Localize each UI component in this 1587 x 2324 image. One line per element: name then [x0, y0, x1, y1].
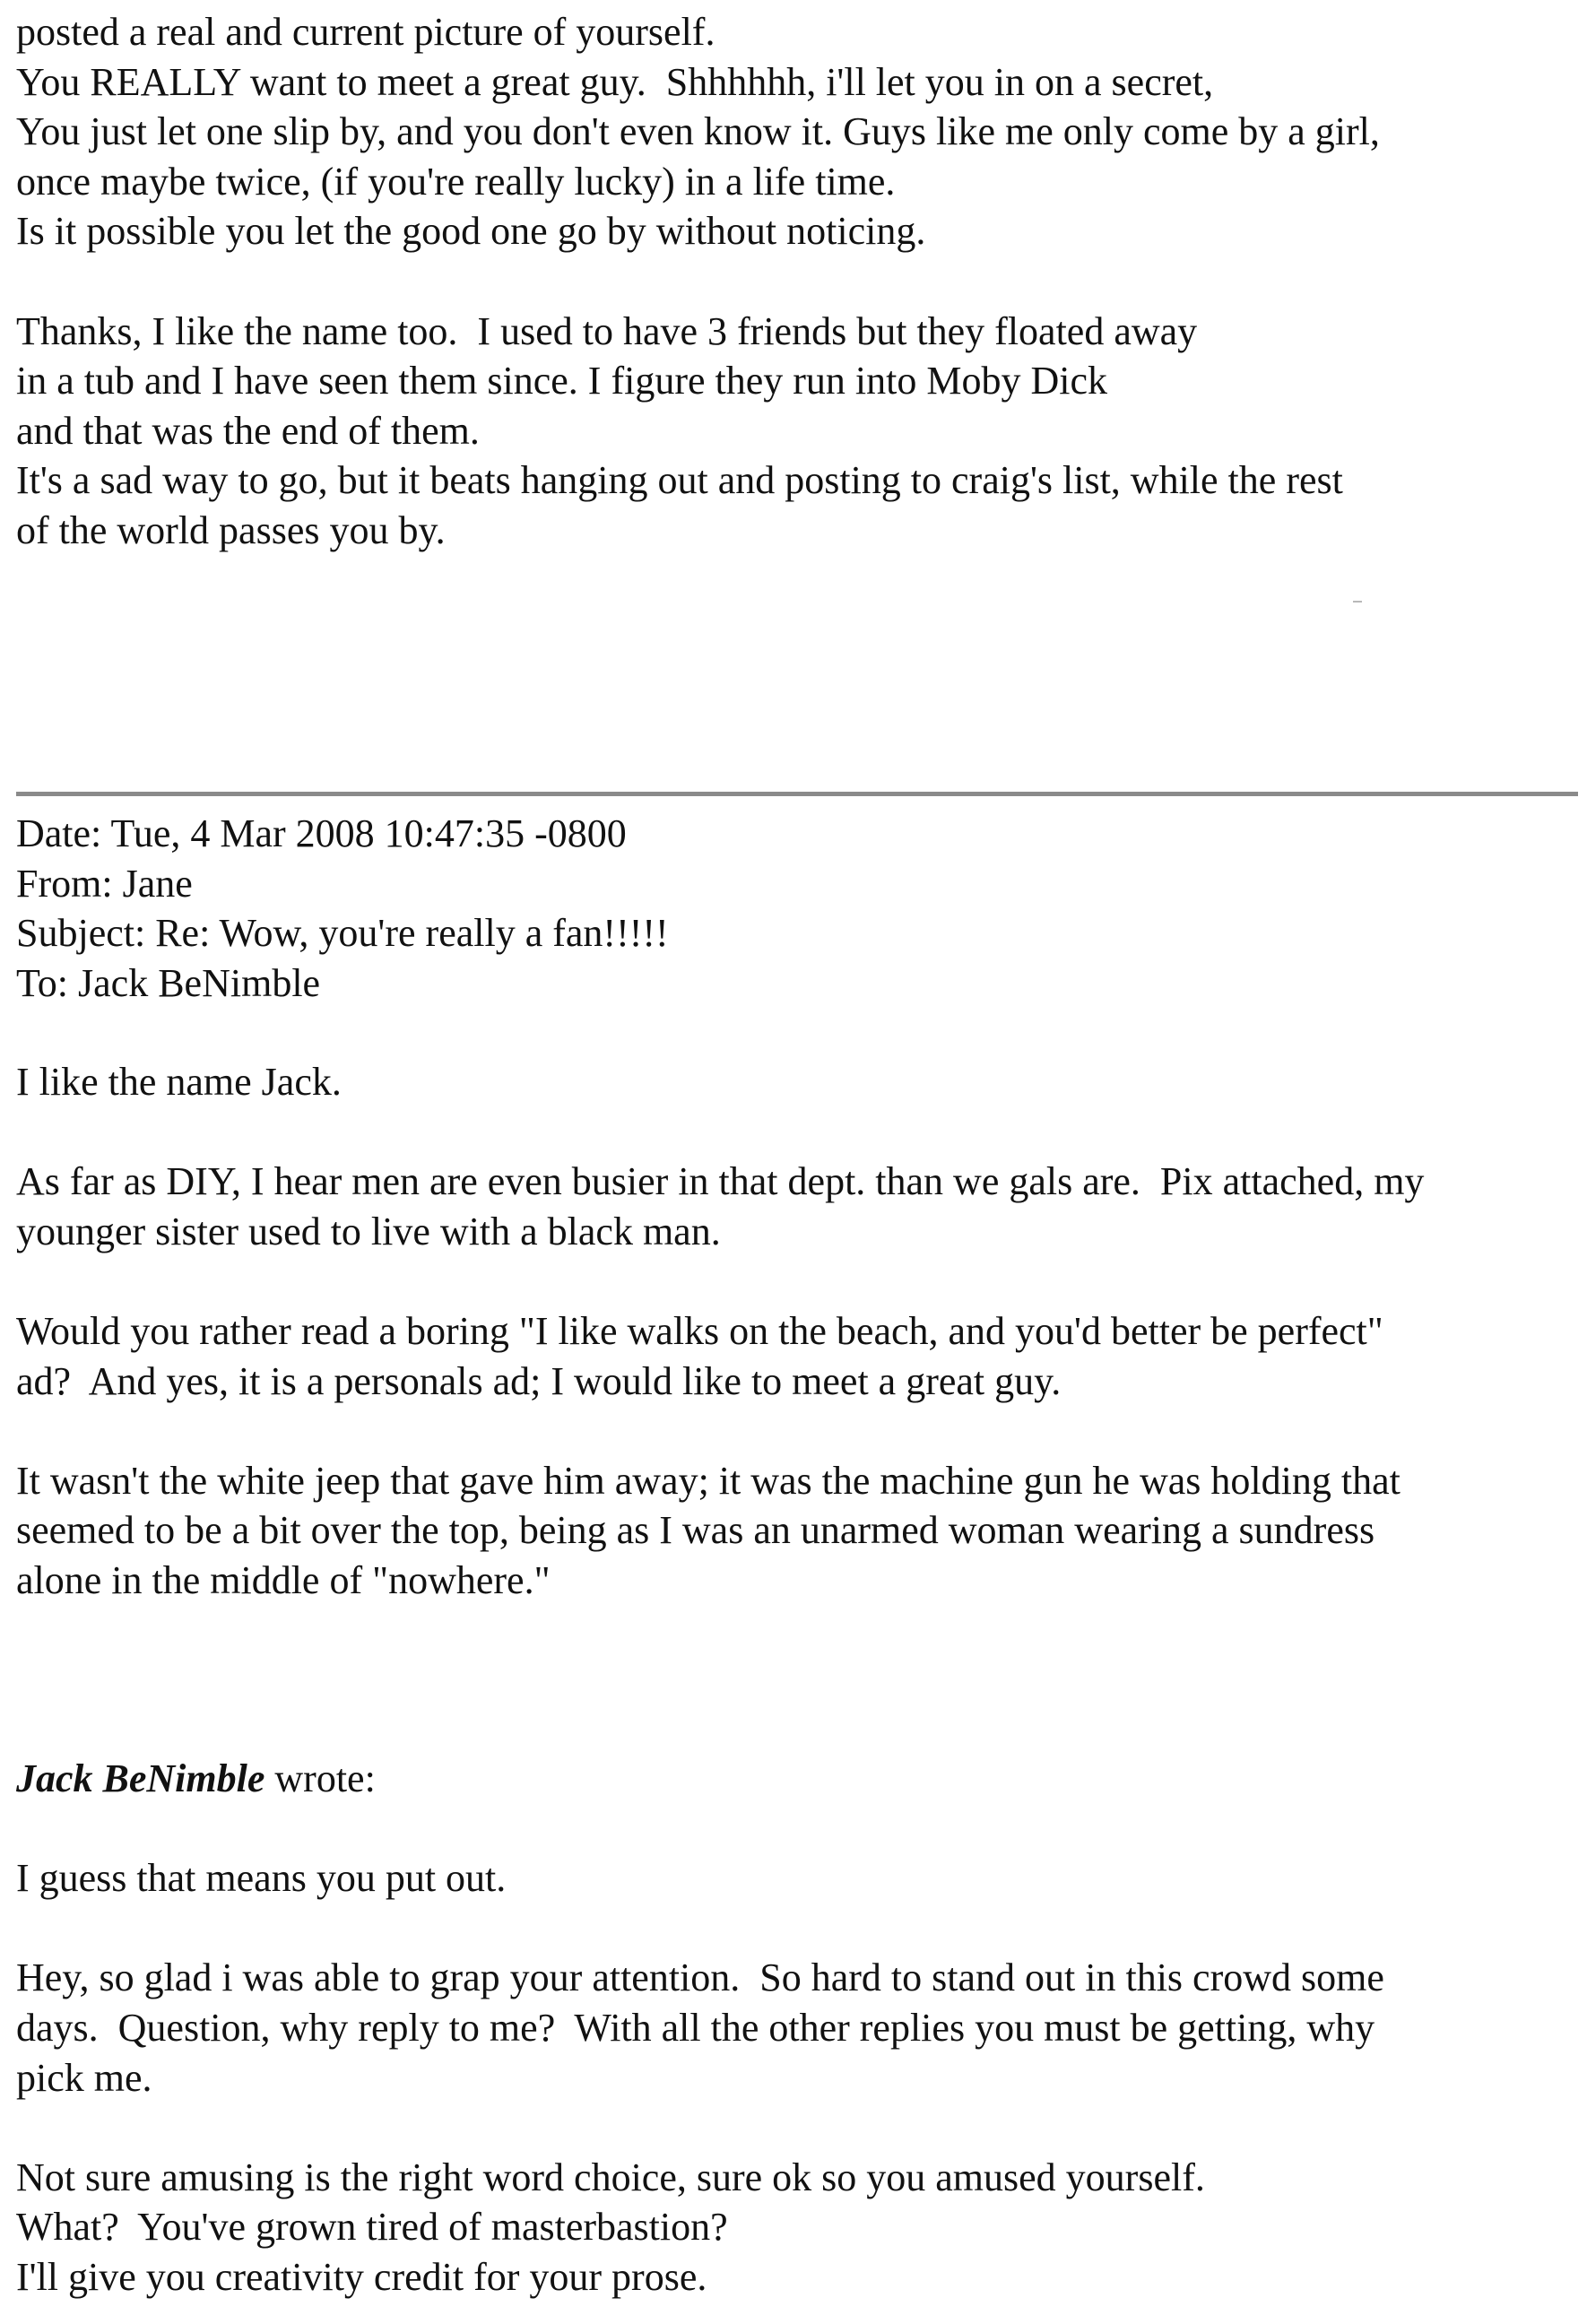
header-subject: Subject: Re: Wow, you're really a fan!!!!! [16, 911, 669, 956]
text-line: What? You've grown tired of masterbastion? [16, 2205, 728, 2250]
text-line: and that was the end of them. [16, 408, 480, 453]
text-line: posted a real and current picture of yourself. [16, 10, 715, 54]
text-line: Would you rather read a boring "I like walks on the beach, and you'd better be perfect" [16, 1308, 1383, 1353]
paragraph-gap [16, 1107, 1576, 1158]
paragraph-gap [16, 1804, 1576, 1854]
quote-attribution [16, 1754, 1576, 1804]
email-header [16, 809, 1576, 1008]
text-line: Is it possible you let the good one go by without noticing. [16, 209, 926, 254]
text-line: younger sister used to live with a black man. [16, 1209, 721, 1253]
text-line: It wasn't the white jeep that gave him away; it was the machine gun he was holding that [16, 1458, 1401, 1503]
text-line: It's a sad way to go, but it beats hanging out and posting to craig's list, while the rest [16, 458, 1343, 503]
paragraph-gap [16, 1256, 1576, 1306]
header-date: Date: Tue, 4 Mar 2008 10:47:35 -0800 [16, 811, 627, 855]
paragraph-gap [16, 1903, 1576, 1954]
paragraph-gap [16, 256, 1576, 307]
text-line: in a tub and I have seen them since. I figure they run into Moby Dick [16, 359, 1108, 403]
text-line: alone in the middle of "nowhere." [16, 1557, 551, 1602]
top-text [16, 7, 1576, 556]
quote-wrote: wrote: [264, 1756, 376, 1800]
paragraph-gap [16, 2103, 1576, 2153]
reply-body [16, 1057, 1576, 1606]
message-divider [16, 792, 1578, 796]
text-line: Not sure amusing is the right word choice, sure ok so you amused yourself. [16, 2155, 1205, 2199]
text-line: pick me. [16, 2055, 152, 2100]
text-line: of the world passes you by. [16, 507, 446, 552]
text-line: seemed to be a bit over the top, being as I was an unarmed woman wearing a sundress [16, 1508, 1375, 1553]
quote-author: Jack BeNimble [16, 1756, 265, 1800]
scan-speck [1353, 601, 1362, 603]
text-line: once maybe twice, (if you're really lucky) in a life time. [16, 159, 896, 204]
quoted-message [16, 1754, 1576, 2302]
text-line: You REALLY want to meet a great guy. Shhhhhh, i'll let you in on a secret, [16, 59, 1214, 104]
text-line: Hey, so glad i was able to grap your attention. So hard to stand out in this crowd some [16, 1955, 1384, 2000]
header-to: To: Jack BeNimble [16, 960, 321, 1005]
header-from: From: Jane [16, 861, 193, 906]
text-line: I'll give you creativity credit for your prose. [16, 2254, 707, 2299]
text-line: As far as DIY, I hear men are even busier in that dept. than we gals are. Pix attached, my [16, 1159, 1425, 1204]
text-line: ad? And yes, it is a personals ad; I would like to meet a great guy. [16, 1358, 1062, 1403]
text-line: Thanks, I like the name too. I used to have 3 friends but they floated away [16, 308, 1198, 353]
paragraph-gap [16, 1406, 1576, 1456]
text-line: I guess that means you put out. [16, 1856, 507, 1901]
text-line: You just let one slip by, and you don't even know it. Guys like me only come by a girl, [16, 109, 1380, 154]
text-line: I like the name Jack. [16, 1060, 342, 1104]
text-line: days. Question, why reply to me? With all the other replies you must be getting, why [16, 2005, 1375, 2050]
